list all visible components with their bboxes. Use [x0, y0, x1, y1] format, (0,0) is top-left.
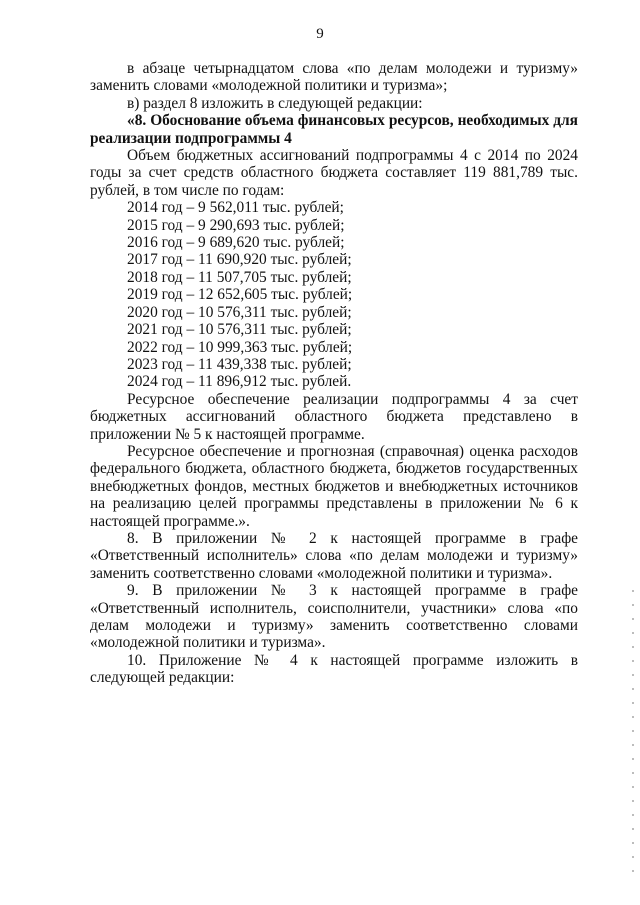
- paragraph-abzac-14: в абзаце четырнадцатом слова «по делам молодежи и туризму» заменить словами «молодежной политики и туризма»;: [90, 60, 578, 95]
- paragraph-section-8-intro: в) раздел 8 изложить в следующей редакции:: [127, 94, 423, 112]
- paragraph-item-9: 9. В приложении № 3 к настоящей программе в графе «Ответственный исполнитель, соисполнители, участники» слова «по делам молодежи и туризму» заменить соответственно словами «молодежной политики и туризма».: [90, 582, 578, 652]
- year-allocation-item: 2022 год – 10 999,363 тыс. рублей;: [127, 338, 353, 356]
- year-allocation-item: 2015 год – 9 290,693 тыс. рублей;: [127, 216, 345, 234]
- year-allocation-item: 2014 год – 9 562,011 тыс. рублей;: [127, 199, 344, 217]
- paragraph-budget-total: Объем бюджетных ассигнований подпрограммы 4 с 2014 по 2024 годы за счет средств областного бюджета составляет 119 881,789 тыс. рублей, в том числе по годам:: [90, 147, 578, 199]
- year-allocation-item: 2021 год – 10 576,311 тыс. рублей;: [127, 321, 352, 339]
- paragraph-item-10: 10. Приложение № 4 к настоящей программе изложить в следующей редакции:: [90, 651, 578, 687]
- year-allocation-list: [90, 199, 578, 390]
- year-allocation-item: 2023 год – 11 439,338 тыс. рублей;: [127, 355, 352, 373]
- year-allocation-item: 2024 год – 11 896,912 тыс. рублей.: [127, 373, 352, 391]
- year-allocation-item: 2018 год – 11 507,705 тыс. рублей;: [127, 268, 352, 286]
- document-body: [90, 60, 578, 687]
- page-number: 9: [316, 26, 324, 42]
- scan-edge-marks: [632, 590, 634, 880]
- year-allocation-item: 2020 год – 10 576,311 тыс. рублей;: [127, 303, 352, 321]
- paragraph-appendix-5: Ресурсное обеспечение реализации подпрограммы 4 за счет бюджетных ассигнований областного бюджета представлено в приложении № 5 к настоящей программе.: [90, 390, 578, 443]
- section-heading: «8. Обоснование объема финансовых ресурсов, необходимых для реализации подпрограммы 4: [90, 112, 578, 147]
- year-allocation-item: 2019 год – 12 652,605 тыс. рублей;: [127, 286, 353, 304]
- paragraph-item-8: 8. В приложении № 2 к настоящей программе в графе «Ответственный исполнитель» слова «по делам молодежи и туризму» заменить соответственно словами «молодежной политики и туризма».: [90, 529, 578, 582]
- year-allocation-item: 2016 год – 9 689,620 тыс. рублей;: [127, 234, 345, 252]
- year-allocation-item: 2017 год – 11 690,920 тыс. рублей;: [127, 251, 352, 269]
- paragraph-appendix-6: Ресурсное обеспечение и прогнозная (справочная) оценка расходов федерального бюджета, областного бюджета, бюджетов государственных внебюджетных фондов, местных бюджетов и внебюджетных источников на реализацию целей программы представлены в приложении № 6 к настоящей программе.».: [90, 442, 578, 530]
